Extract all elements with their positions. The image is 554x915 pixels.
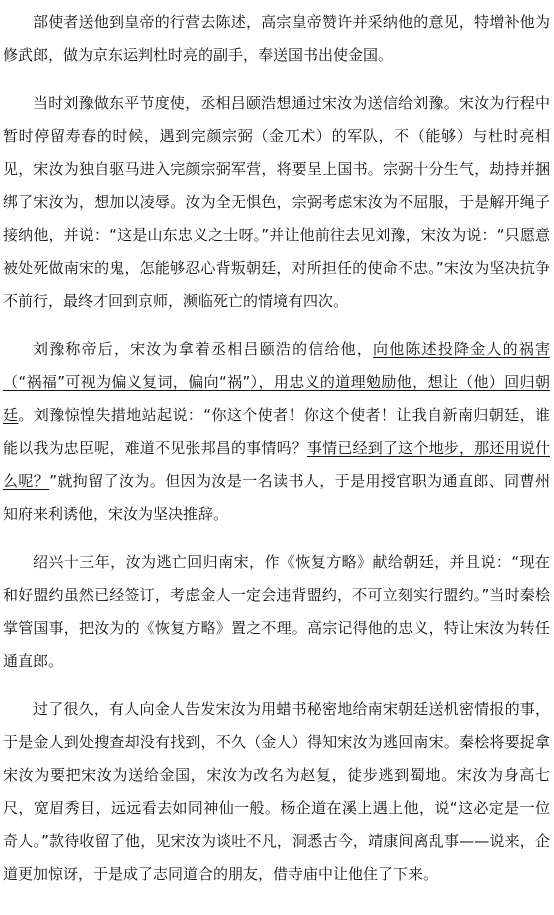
paragraph-text: 过了很久，有人向金人告发宋汝为用蜡书秘密地给南宋朝廷送机密情报的事，于是金人到处搜查却没有找到，不久（金人）得知宋汝为逃回南宋。秦桧将要捉拿宋汝为要把宋汝为送给金国，宋汝为改名为赵复，徒步逃到蜀地。宋汝为身高七尺，宽眉秀目，远远看去如同神仙一般。杨企道在溪上遇上他，说“这必定是一位奇人。”款待收留了他，见宋汝为谈吐不凡，洞悉古今，靖康间离乱事——说来，企道更加惊讶，于是成了志同道合的朋友，借寺庙中让他住了下来。: [3, 700, 550, 883]
paragraph-3: [3, 333, 550, 531]
paragraph-5: [3, 693, 550, 891]
underlined-phrase: 向他陈述投降金人的祸害（“祸福”可视为偏义复词，偏向“祸”），用忠义的道理勉励他，想让（他）回归朝廷: [3, 340, 550, 424]
paragraph-1: [3, 6, 550, 72]
paragraph-2: [3, 87, 550, 318]
paragraph-text: ”就拘留了汝为。但因为汝是一名读书人，于是用授官职为通直郎、同曹州知府来利诱他，宋汝为坚决推辞。: [3, 472, 550, 523]
paragraph-text: 刘豫称帝后，宋汝为拿着丞相吕颐浩的信给他，: [33, 340, 374, 358]
paragraph-text: 部使者送他到皇帝的行营去陈述，高宗皇帝赞许并采纳他的意见，特增补他为修武郎，做为京东运判杜时亮的副手，奉送国书出使金国。: [3, 13, 550, 64]
underlined-phrase: 事情已经到了这个地步，那还用说什么呢？: [3, 439, 550, 490]
paragraph-text: 。刘豫惊惶失措地站起说：“你这个使者！你这个使者！让我自新南归朝廷，谁能以我为忠臣呢，难道不见张邦昌的事情吗？: [3, 406, 550, 457]
paragraph-text: 当时刘豫做东平节度使，丞相吕颐浩想通过宋汝为送信给刘豫。宋汝为行程中暂时停留寿春的时候，遇到完颜宗弼（金兀术）的军队，不（能够）与杜时亮相见，宋汝为独自驱马进入完颜宗弼军营，将要呈上国书。宗弼十分生气，劫持并捆绑了宋汝为，想加以凌辱。汝为全无惧色，宗弼考虑宋汝为不屈服，于是解开绳子接纳他，并说：“这是山东忠义之士呀。”并让他前往去见刘豫，宋汝为说：“只愿意被处死做南宋的鬼，怎能够忍心背叛朝廷，对所担任的使命不忠。”宋汝为坚决抗争不前行，最终才回到京师，濒临死亡的情境有四次。: [3, 94, 550, 310]
paragraph-text: 绍兴十三年，汝为逃亡回归南宋，作《恢复方略》献给朝廷，并且说：“现在和好盟约虽然已经签订，考虑金人一定会违背盟约，不可立刻实行盟约。”当时秦桧掌管国事，把汝为的《恢复方略》置之不理。高宗记得他的忠义，特让宋汝为转任通直郎。: [3, 553, 550, 670]
paragraph-4: [3, 546, 550, 678]
